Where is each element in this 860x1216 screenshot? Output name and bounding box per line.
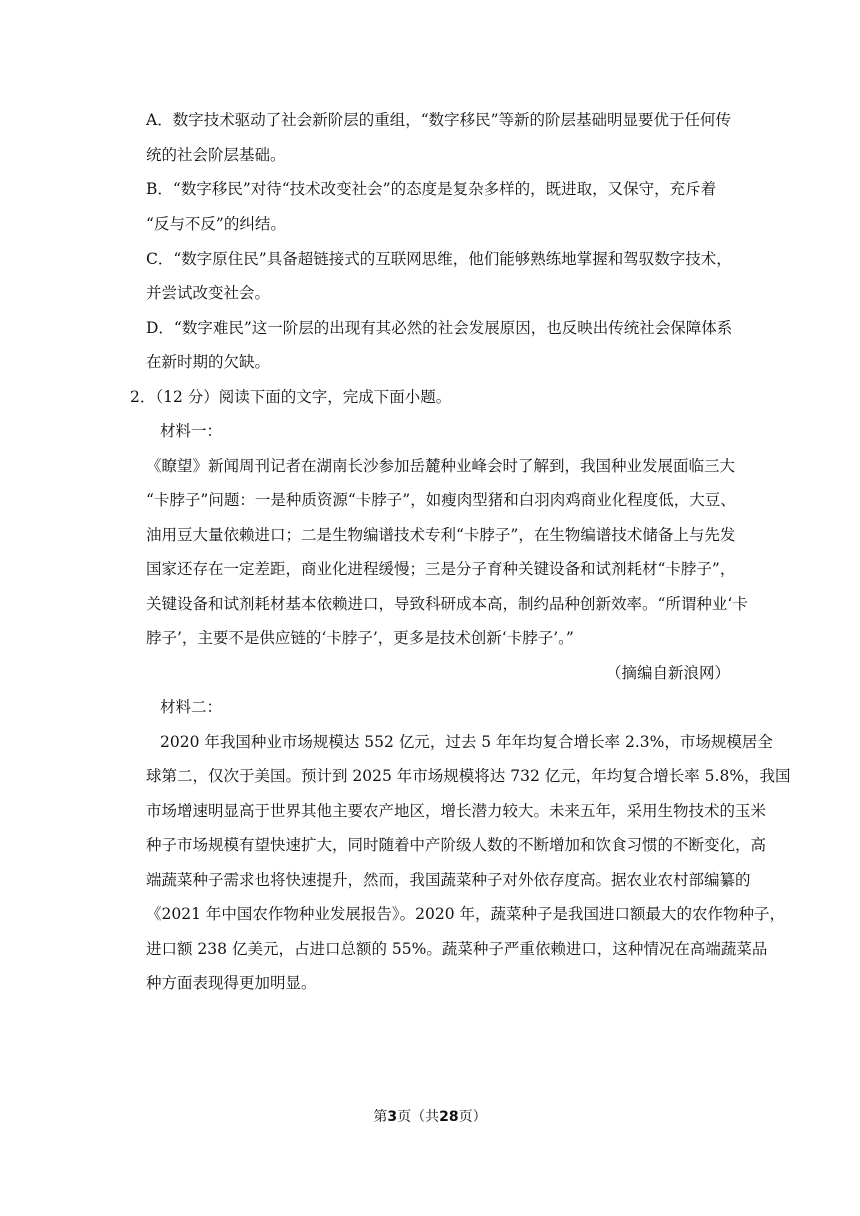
material-2-line: 种方面表现得更加明显。 xyxy=(146,974,317,992)
material-2-line: 2020 年我国种业市场规模达 552 亿元，过去 5 年年均复合增长率 2.3%，市场规模居全 xyxy=(160,733,773,751)
option-c-line2: 并尝试改变社会。 xyxy=(146,284,271,302)
option-d-line1: D．“数字难民”这一阶层的出现有其必然的社会发展原因，也反映出传统社会保障体系 xyxy=(146,319,733,337)
material-2-line: 《2021 年中国农作物种业发展报告》。2020 年，蔬菜种子是我国进口额最大的农作物种子， xyxy=(146,905,785,923)
option-c-line1: C．“数字原住民”具备超链接式的互联网思维，他们能够熟练地掌握和驾驭数字技术， xyxy=(146,250,732,268)
material-2-label: 材料二： xyxy=(160,698,223,716)
material-2-line: 球第二，仅次于美国。预计到 2025 年市场规模将达 732 亿元，年均复合增长率 5.8%，我国 xyxy=(146,767,791,785)
footer-total-pages: 28 xyxy=(439,1109,459,1125)
material-1-line: 《瞭望》新闻周刊记者在湖南长沙参加岳麓种业峰会时了解到，我国种业发展面临三大 xyxy=(146,457,736,475)
footer-suffix: 页） xyxy=(458,1109,487,1125)
option-a-line2: 统的社会阶层基础。 xyxy=(146,146,286,164)
material-1-line: 关键设备和试剂耗材基本依赖进口，导致科研成本高，制约品种创新效率。“所谓种业‘卡 xyxy=(146,595,748,613)
material-1-source: （摘编自新浪网） xyxy=(605,664,730,682)
page-footer xyxy=(0,1108,860,1126)
material-2-line: 端蔬菜种子需求也将快速提升，然而，我国蔬菜种子对外依存度高。据农业农村部编纂的 xyxy=(146,871,751,889)
option-b-line2: “反与不反”的纠结。 xyxy=(146,215,286,233)
material-2-line: 进口额 238 亿美元，占进口总额的 55%。蔬菜种子严重依赖进口，这种情况在高端蔬菜品 xyxy=(146,940,768,958)
option-b-line1: B．“数字移民”对待“技术改变社会”的态度是复杂多样的，既进取，又保守，充斥着 xyxy=(146,180,717,198)
material-1-line: 油用豆大量依赖进口；二是生物编谱技术专利“卡脖子”，在生物编谱技术储备上与先发 xyxy=(146,526,736,544)
footer-prefix: 第 xyxy=(373,1109,388,1125)
material-2-line: 种子市场规模有望快速扩大，同时随着中产阶级人数的不断增加和饮食习惯的不断变化，高 xyxy=(146,836,767,854)
material-1-line: 国家还存在一定差距，商业化进程缓慢；三是分子育种关键设备和试剂耗材“卡脖子”， xyxy=(146,560,736,578)
material-2-line: 市场增速明显高于世界其他主要农产地区，增长潜力较大。未来五年，采用生物技术的玉米 xyxy=(146,802,767,820)
option-d-line2: 在新时期的欠缺。 xyxy=(146,353,271,371)
material-1-line: 脖子’，主要不是供应链的‘卡脖子’，更多是技术创新‘卡脖子’。” xyxy=(146,629,574,647)
footer-page-number: 3 xyxy=(387,1109,398,1125)
question-2-heading: 2．（12 分）阅读下面的文字，完成下面小题。 xyxy=(130,388,452,406)
material-1-label: 材料一： xyxy=(160,422,223,440)
material-1-line: “卡脖子”问题：一是种质资源“卡脖子”，如瘦肉型猪和白羽肉鸡商业化程度低，大豆、 xyxy=(146,491,736,509)
option-a-line1: A．数字技术驱动了社会新阶层的重组，“数字移民”等新的阶层基础明显要优于任何传 xyxy=(146,111,732,129)
footer-middle: 页（共 xyxy=(397,1109,440,1125)
